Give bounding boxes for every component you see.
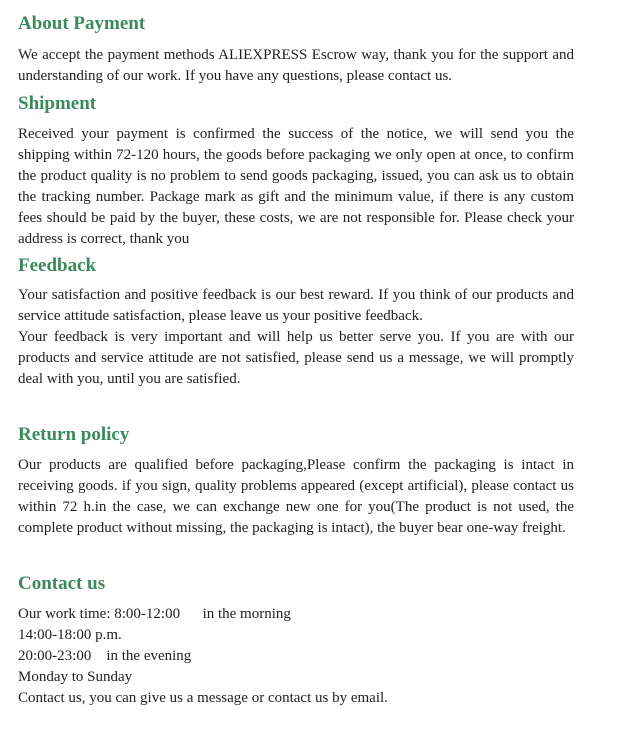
return-policy-section — [18, 423, 574, 539]
about-payment-text: We accept the payment methods ALIEXPRESS Escrow way, thank you for the support and understanding of our work. If you have any questions, please contact us. — [18, 47, 574, 84]
contact-line-message: Contact us, you can give us a message or contact us by email. — [18, 690, 388, 706]
return-policy-heading: Return policy — [18, 424, 130, 445]
store-policy-document — [18, 0, 574, 709]
shipment-text: Received your payment is confirmed the success of the notice, we will send you the shipping within 72-120 hours, the goods before packaging we only open at once, to confirm the product quality is no problem to send goods packaging, issued, you can ask us to obtain the tracking number. Package mark as gift and the minimum value, if there is any custom fees should be paid by the buyer, these costs, we are not responsible for. Please check your address is correct, thank you — [18, 126, 574, 247]
contact-line-work-time: Our work time: 8:00-12:00 in the morning — [18, 606, 291, 622]
feedback-heading: Feedback — [18, 255, 97, 276]
about-payment-section — [18, 12, 574, 87]
feedback-text-2: Your feedback is very important and will help us better serve you. If you are with our products and service attitude are not satisfied, please send us a message, we will promptly deal with you, until you are satisfied. — [18, 329, 574, 387]
contact-line-evening: 20:00-23:00 in the evening — [18, 648, 192, 664]
feedback-section — [18, 254, 574, 390]
return-policy-text: Our products are qualified before packaging,Please confirm the packaging is intact in receiving goods. if you sign, quality problems appeared (except artificial), please contact us within 72 h.in the case, we can exchange new one for you(The product is not used, the complete product without missing, the packaging is intact), the buyer bear one-way freight. — [18, 457, 574, 536]
contact-lines — [18, 604, 574, 709]
shipment-heading: Shipment — [18, 93, 97, 114]
contact-line-days: Monday to Sunday — [18, 669, 133, 685]
contact-section — [18, 572, 574, 709]
feedback-text-1: Your satisfaction and positive feedback is our best reward. If you think of our products and service attitude satisfaction, please leave us your positive feedback. — [18, 287, 574, 324]
shipment-section — [18, 92, 574, 250]
about-payment-heading: About Payment — [18, 13, 146, 34]
contact-heading: Contact us — [18, 573, 106, 594]
contact-line-afternoon: 14:00-18:00 p.m. — [18, 627, 122, 643]
